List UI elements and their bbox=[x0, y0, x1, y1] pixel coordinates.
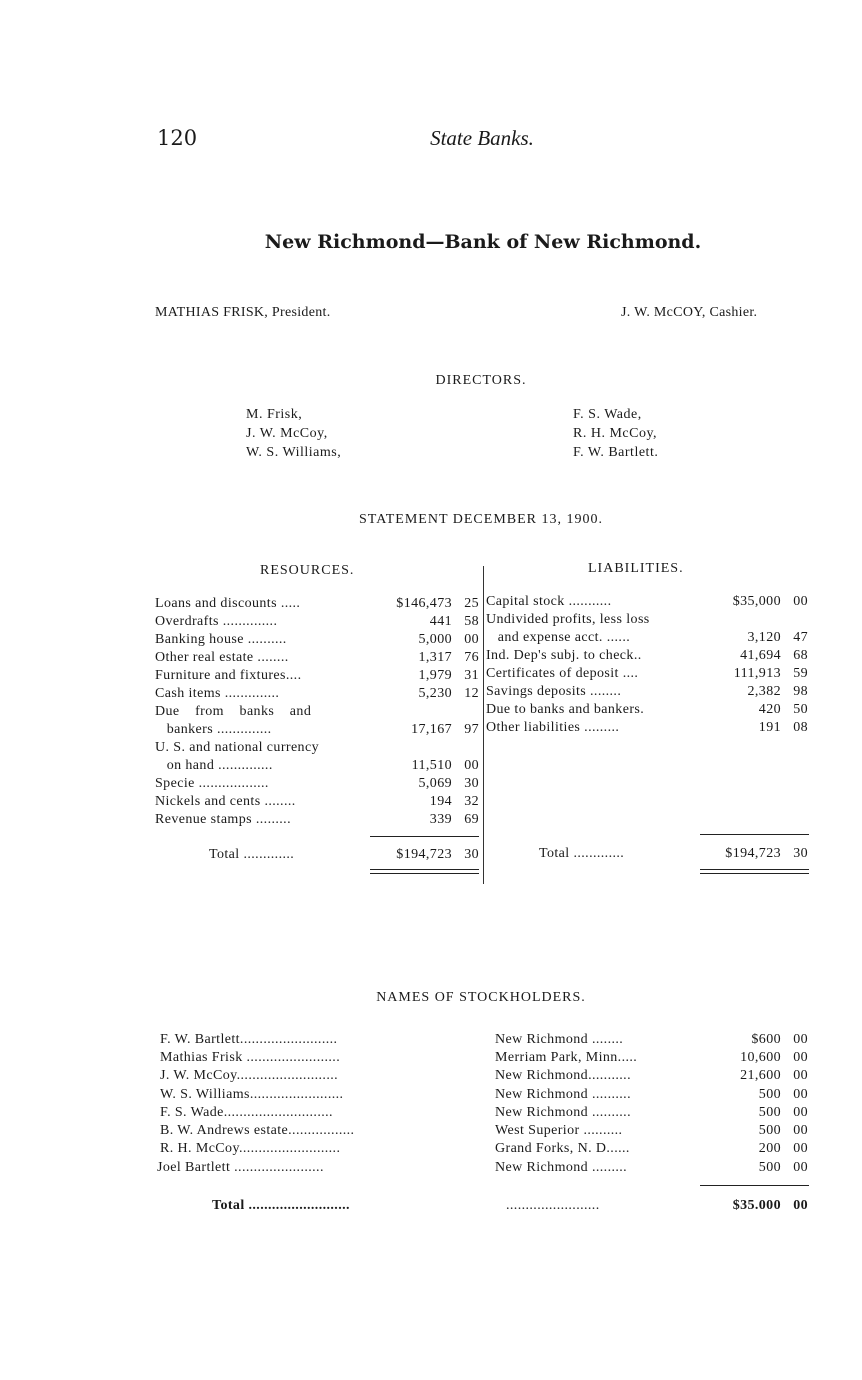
resource-cents: 30 bbox=[464, 776, 479, 791]
liabilities-total-label: Total ............. bbox=[539, 846, 625, 861]
liability-dollars: $35,000 bbox=[732, 594, 781, 609]
stockholder-dollars: 500 bbox=[758, 1087, 781, 1102]
stockholder-row bbox=[160, 1031, 810, 1049]
resource-label: Cash items .............. bbox=[155, 686, 280, 701]
resource-dollars: $146,473 bbox=[396, 596, 452, 611]
stockholder-name: B. W. Andrews estate................. bbox=[160, 1123, 355, 1138]
liability-row bbox=[486, 629, 810, 647]
stockholder-dollars: $600 bbox=[751, 1032, 781, 1047]
resource-cents: 00 bbox=[464, 758, 479, 773]
liability-row bbox=[486, 719, 810, 737]
resource-label: Revenue stamps ......... bbox=[155, 812, 291, 827]
stockholder-dollars: 500 bbox=[758, 1105, 781, 1120]
liability-dollars: 41,694 bbox=[740, 648, 781, 663]
liability-row bbox=[486, 593, 810, 611]
liability-label: Other liabilities ......... bbox=[486, 720, 620, 735]
stockholder-name: F. W. Bartlett......................... bbox=[160, 1032, 338, 1047]
stockholder-name: F. S. Wade............................ bbox=[160, 1105, 333, 1120]
resource-dollars: 5,069 bbox=[418, 776, 452, 791]
liability-dollars: 3,120 bbox=[747, 630, 781, 645]
running-title: State Banks. bbox=[430, 126, 534, 150]
stockholder-cents: 00 bbox=[793, 1105, 808, 1120]
liability-dollars: 2,382 bbox=[747, 684, 781, 699]
resource-label: Nickels and cents ........ bbox=[155, 794, 296, 809]
stockholder-cents: 00 bbox=[793, 1050, 808, 1065]
president: MATHIAS FRISK, President. bbox=[155, 305, 331, 320]
director-right-1: F. S. Wade, bbox=[573, 407, 642, 422]
resources-total-cents: 30 bbox=[464, 847, 479, 862]
stockholders-total-dollars: $35.000 bbox=[732, 1198, 781, 1213]
resource-dollars: 5,230 bbox=[418, 686, 452, 701]
director-right-3: F. W. Bartlett. bbox=[573, 445, 659, 460]
stockholder-dollars: 10,600 bbox=[740, 1050, 781, 1065]
resource-label: Banking house .......... bbox=[155, 632, 287, 647]
stockholder-place: New Richmond........... bbox=[495, 1068, 631, 1083]
liability-row bbox=[486, 701, 810, 719]
resource-label: U. S. and national currency bbox=[155, 740, 319, 755]
page-number: 120 bbox=[157, 126, 198, 150]
resource-dollars: 339 bbox=[429, 812, 452, 827]
stockholder-place: New Richmond ......... bbox=[495, 1160, 628, 1175]
column-divider bbox=[483, 566, 484, 884]
resource-cents: 31 bbox=[464, 668, 479, 683]
stockholder-cents: 00 bbox=[793, 1160, 808, 1175]
liability-label: Due to banks and bankers. bbox=[486, 702, 645, 717]
liability-cents: 50 bbox=[793, 702, 808, 717]
stockholder-row bbox=[157, 1159, 810, 1177]
stockholder-row bbox=[160, 1067, 810, 1085]
liability-row bbox=[486, 611, 810, 629]
resource-cents: 58 bbox=[464, 614, 479, 629]
cashier: J. W. McCOY, Cashier. bbox=[621, 305, 758, 320]
resource-label: Other real estate ........ bbox=[155, 650, 289, 665]
resource-row bbox=[155, 793, 481, 811]
stockholder-place: New Richmond .......... bbox=[495, 1105, 631, 1120]
stockholder-place: Merriam Park, Minn..... bbox=[495, 1050, 638, 1065]
resource-row bbox=[155, 667, 481, 685]
resource-label: Overdrafts .............. bbox=[155, 614, 278, 629]
resource-dollars: 17,167 bbox=[411, 722, 452, 737]
resource-dollars: 11,510 bbox=[411, 758, 452, 773]
liability-label: Ind. Dep's subj. to check.. bbox=[486, 648, 642, 663]
resource-cents: 12 bbox=[464, 686, 479, 701]
stockholders-heading: NAMES OF STOCKHOLDERS. bbox=[376, 990, 586, 1005]
resource-cents: 32 bbox=[464, 794, 479, 809]
resource-dollars: 1,317 bbox=[418, 650, 452, 665]
resources-total-row bbox=[209, 846, 481, 864]
director-left-1: M. Frisk, bbox=[246, 407, 303, 422]
stockholder-name: R. H. McCoy.......................... bbox=[160, 1141, 341, 1156]
liability-dollars: 191 bbox=[758, 720, 781, 735]
liabilities-sum-rule bbox=[700, 834, 809, 835]
stockholder-dollars: 21,600 bbox=[740, 1068, 781, 1083]
liability-label: Capital stock ........... bbox=[486, 594, 612, 609]
liability-label: Savings deposits ........ bbox=[486, 684, 622, 699]
liability-cents: 59 bbox=[793, 666, 808, 681]
stockholder-name: Mathias Frisk ........................ bbox=[160, 1050, 341, 1065]
liability-row bbox=[486, 647, 810, 665]
stockholder-dollars: 200 bbox=[758, 1141, 781, 1156]
resources-total-label: Total ............. bbox=[209, 847, 295, 862]
liability-cents: 08 bbox=[793, 720, 808, 735]
resource-cents: 25 bbox=[464, 596, 479, 611]
liability-cents: 98 bbox=[793, 684, 808, 699]
liabilities-total-dollars: $194,723 bbox=[725, 846, 781, 861]
resource-label: on hand .............. bbox=[155, 758, 273, 773]
liabilities-heading: LIABILITIES. bbox=[588, 561, 684, 576]
stockholder-row bbox=[160, 1122, 810, 1140]
resource-label: Specie .................. bbox=[155, 776, 269, 791]
liability-label: and expense acct. ...... bbox=[486, 630, 631, 645]
stockholder-cents: 00 bbox=[793, 1141, 808, 1156]
resource-cents: 97 bbox=[464, 722, 479, 737]
stockholder-place: Grand Forks, N. D...... bbox=[495, 1141, 630, 1156]
resource-row bbox=[155, 703, 481, 721]
resources-double-rule-1 bbox=[370, 869, 479, 870]
resource-label: bankers .............. bbox=[155, 722, 272, 737]
liabilities-total-row bbox=[539, 845, 810, 863]
resource-label: Loans and discounts ..... bbox=[155, 596, 301, 611]
stockholder-cents: 00 bbox=[793, 1068, 808, 1083]
liability-row bbox=[486, 683, 810, 701]
directors-heading: DIRECTORS. bbox=[435, 373, 527, 388]
liabilities-total-cents: 30 bbox=[793, 846, 808, 861]
liability-label: Undivided profits, less loss bbox=[486, 612, 650, 627]
stockholder-place: West Superior .......... bbox=[495, 1123, 623, 1138]
liability-cents: 68 bbox=[793, 648, 808, 663]
bank-title: New Richmond—Bank of New Richmond. bbox=[264, 231, 702, 253]
stockholder-name: Joel Bartlett ....................... bbox=[157, 1160, 324, 1175]
resource-row bbox=[155, 685, 481, 703]
stockholder-cents: 00 bbox=[793, 1123, 808, 1138]
resource-row bbox=[155, 595, 481, 613]
resource-dollars: 5,000 bbox=[418, 632, 452, 647]
stockholders-sum-rule bbox=[700, 1185, 809, 1186]
resource-row bbox=[155, 757, 481, 775]
resource-row bbox=[155, 775, 481, 793]
stockholder-row bbox=[160, 1140, 810, 1158]
resources-total-dollars: $194,723 bbox=[396, 847, 452, 862]
stockholders-total-label: Total .......................... bbox=[212, 1198, 350, 1213]
director-left-2: J. W. McCoy, bbox=[246, 426, 328, 441]
resource-row bbox=[155, 721, 481, 739]
resource-row bbox=[155, 811, 481, 829]
stockholder-name: W. S. Williams........................ bbox=[160, 1087, 344, 1102]
director-left-3: W. S. Williams, bbox=[246, 445, 342, 460]
liability-cents: 47 bbox=[793, 630, 808, 645]
stockholder-row bbox=[160, 1086, 810, 1104]
director-right-2: R. H. McCoy, bbox=[573, 426, 658, 441]
stockholder-dollars: 500 bbox=[758, 1123, 781, 1138]
resources-sum-rule bbox=[370, 836, 479, 837]
stockholders-total-row bbox=[212, 1197, 810, 1215]
stockholder-place: New Richmond .......... bbox=[495, 1087, 631, 1102]
resource-label: Furniture and fixtures.... bbox=[155, 668, 302, 683]
resource-row bbox=[155, 631, 481, 649]
liability-row bbox=[486, 665, 810, 683]
resource-dollars: 441 bbox=[429, 614, 452, 629]
resource-dollars: 194 bbox=[429, 794, 452, 809]
liabilities-double-rule-2 bbox=[700, 873, 809, 874]
resource-cents: 76 bbox=[464, 650, 479, 665]
stockholder-row bbox=[160, 1049, 810, 1067]
liability-dollars: 420 bbox=[758, 702, 781, 717]
stockholder-row bbox=[160, 1104, 810, 1122]
resource-label: Due from banks and bbox=[155, 704, 312, 719]
stockholders-total-dots: ........................ bbox=[506, 1198, 600, 1213]
liability-dollars: 111,913 bbox=[733, 666, 781, 681]
stockholders-total-cents: 00 bbox=[793, 1198, 808, 1213]
stockholder-place: New Richmond ........ bbox=[495, 1032, 624, 1047]
liabilities-double-rule-1 bbox=[700, 869, 809, 870]
resources-heading: RESOURCES. bbox=[260, 563, 355, 578]
resource-row bbox=[155, 613, 481, 631]
stockholder-dollars: 500 bbox=[758, 1160, 781, 1175]
resource-cents: 00 bbox=[464, 632, 479, 647]
resource-cents: 69 bbox=[464, 812, 479, 827]
liability-label: Certificates of deposit .... bbox=[486, 666, 639, 681]
stockholder-cents: 00 bbox=[793, 1032, 808, 1047]
resource-row bbox=[155, 739, 481, 757]
stockholder-cents: 00 bbox=[793, 1087, 808, 1102]
stockholder-name: J. W. McCoy.......................... bbox=[160, 1068, 339, 1083]
liability-cents: 00 bbox=[793, 594, 808, 609]
resource-row bbox=[155, 649, 481, 667]
resource-dollars: 1,979 bbox=[418, 668, 452, 683]
statement-heading: STATEMENT DECEMBER 13, 1900. bbox=[358, 512, 603, 527]
resources-double-rule-2 bbox=[370, 873, 479, 874]
